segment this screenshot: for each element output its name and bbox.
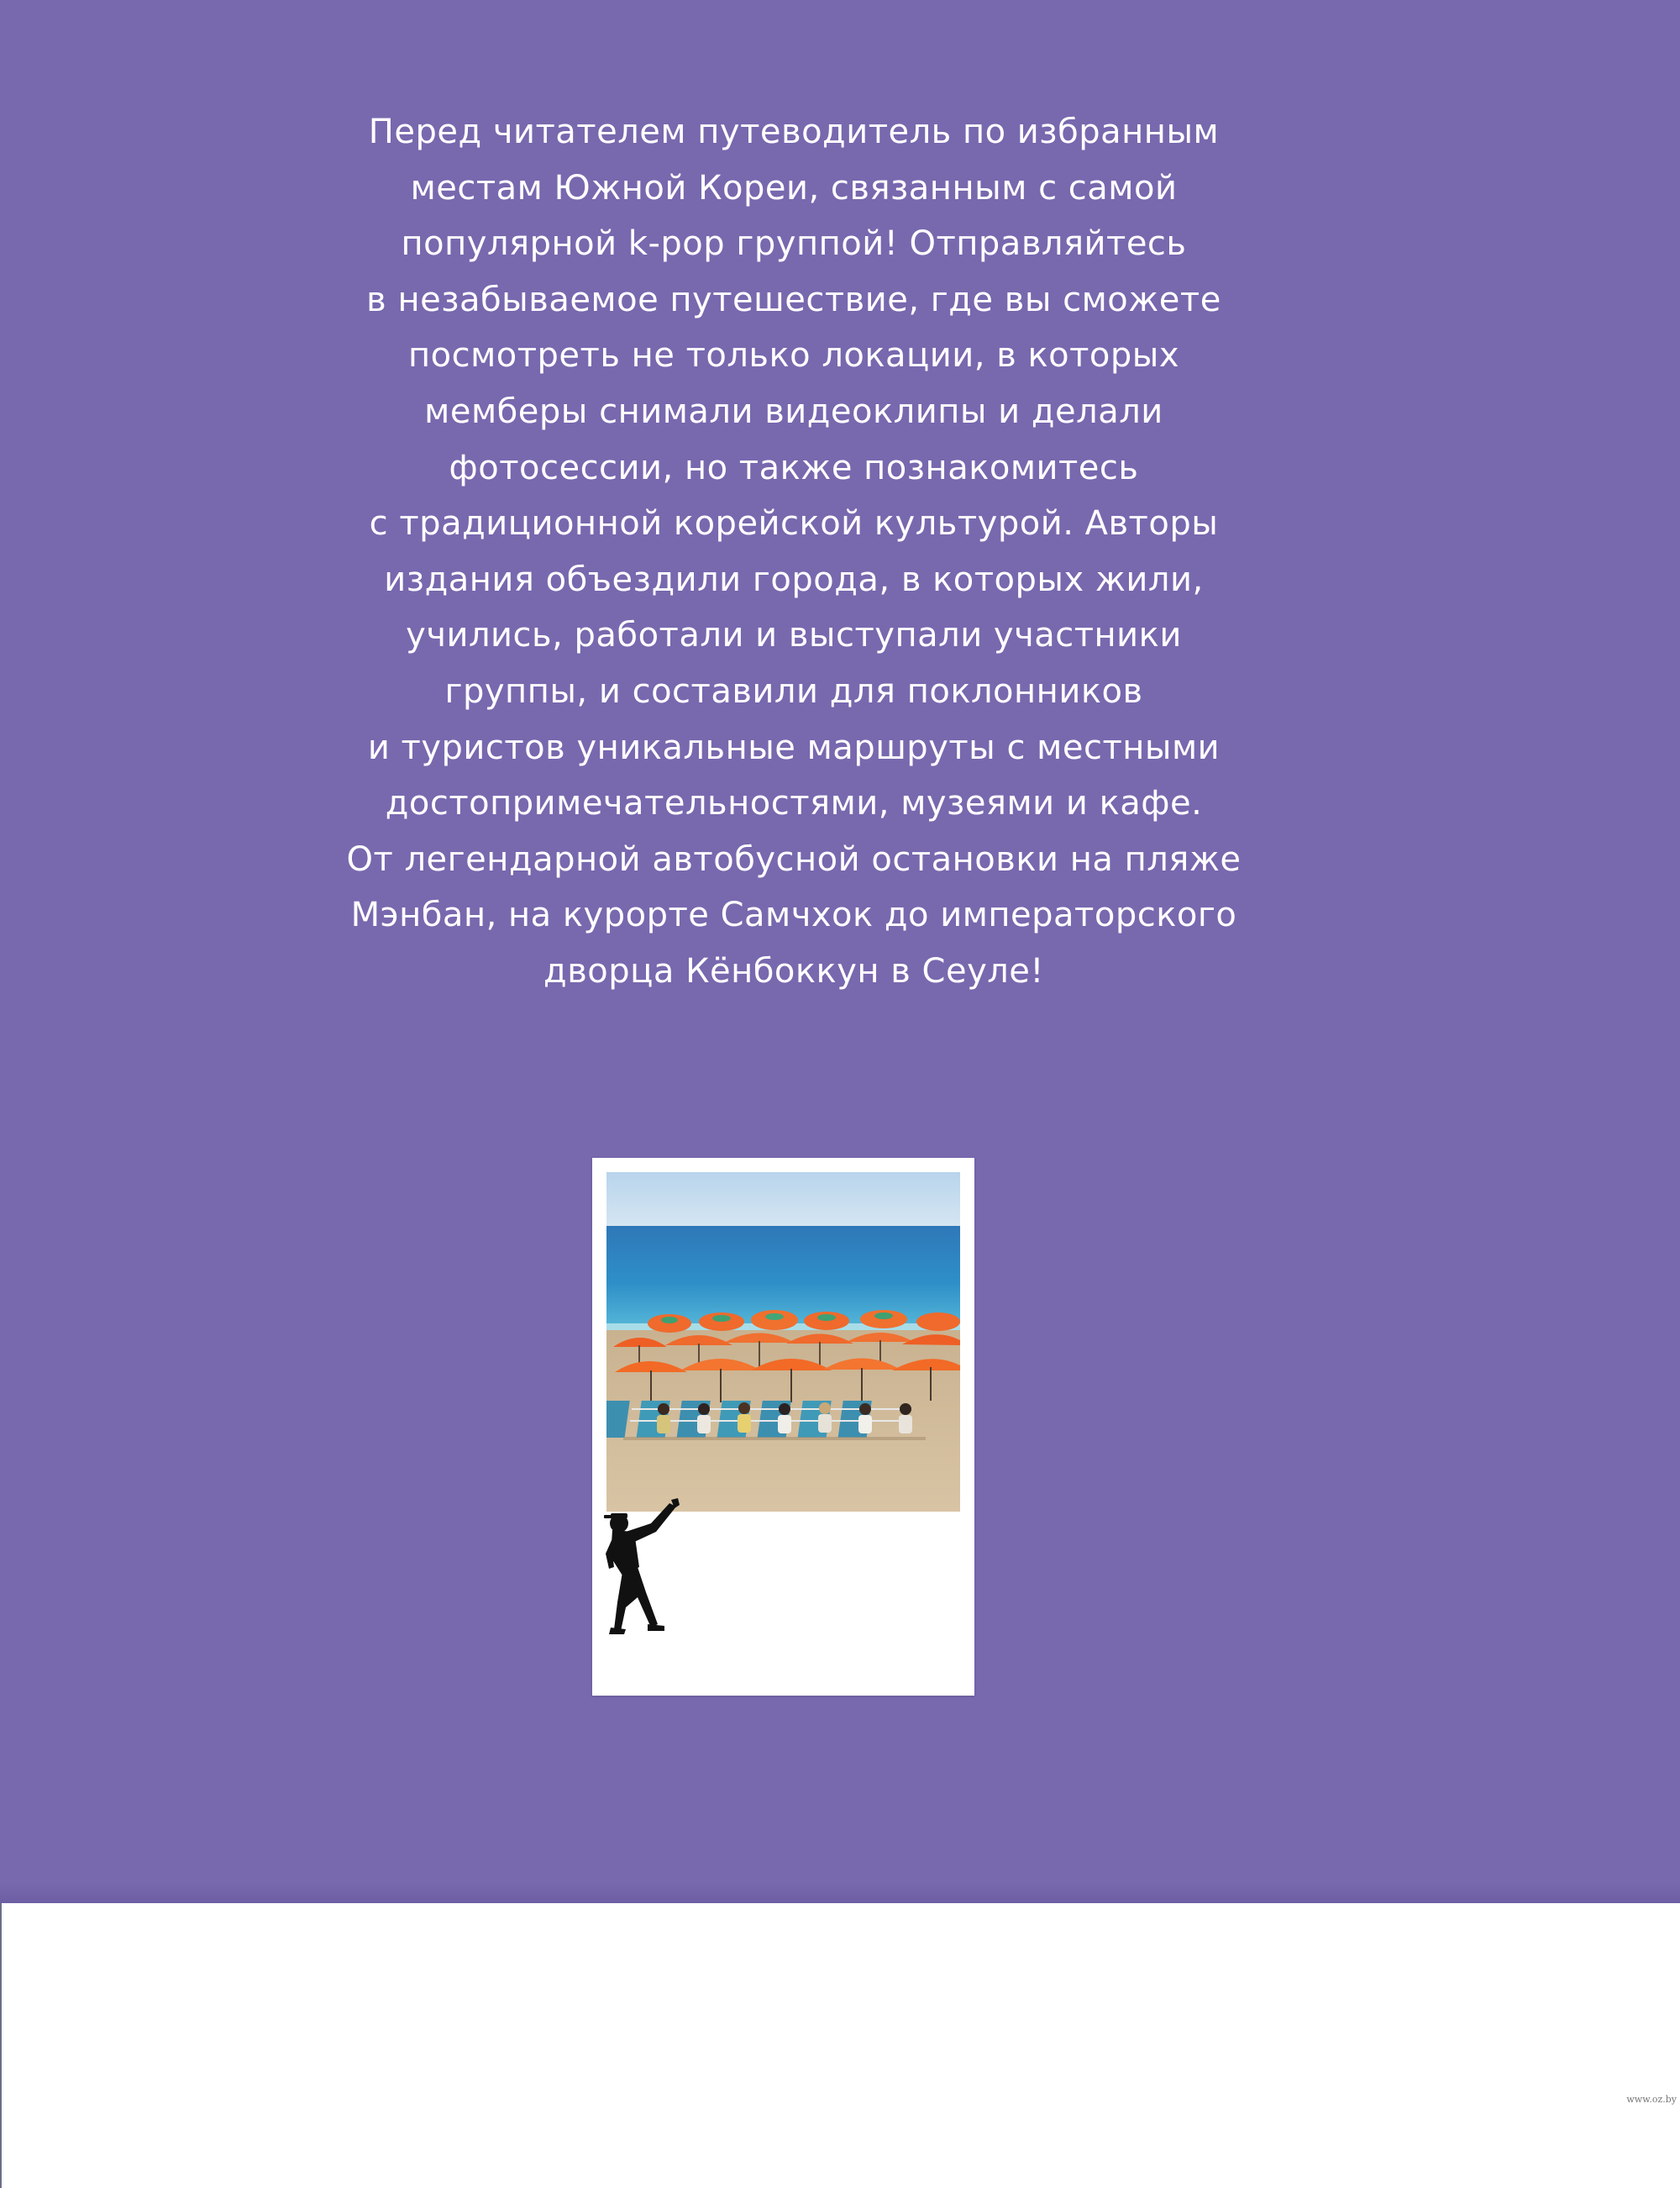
beach-umbrellas-illustration — [606, 1172, 960, 1512]
blurb-line: посмотреть не только локации, в которых — [407, 336, 1180, 376]
blurb-line: Перед читателем путеводитель по избранным — [368, 113, 1220, 151]
blurb-line: учились, работали и выступали участники — [406, 616, 1182, 655]
blurb-line: Мэнбан, на курорте Самчхок до императорского — [350, 896, 1237, 935]
blank-background — [0, 1903, 1680, 2188]
blurb-line: От легендарной автобусной остановки на пляже — [346, 839, 1242, 879]
blurb-line: в незабываемое путешествие, где вы сможете — [366, 280, 1221, 319]
dancer-silhouette-icon — [601, 1498, 685, 1649]
blurb-line: с традиционной корейской культурой. Авторы — [369, 504, 1219, 544]
blurb-line: издания объездили города, в которых жили, — [384, 560, 1204, 599]
blurb-line: дворца Кёнбоккун в Сеуле! — [543, 951, 1044, 991]
blurb-line: фотосессии, но также познакомитесь — [449, 448, 1139, 487]
blurb-line: группы, и составили для поклонников — [444, 671, 1143, 711]
blurb-line: местам Южной Кореи, связанным с самой — [410, 168, 1178, 208]
blurb-line: достопримечательностями, музеями и кафе. — [385, 784, 1203, 823]
watermark: www.oz.by — [1626, 2094, 1677, 2105]
blurb-line: мемберы снимали видеоклипы и делали — [424, 392, 1163, 431]
blurb-line: популярной k-pop группой! Отправляйтесь — [401, 224, 1187, 264]
blurb-line: и туристов уникальные маршруты с местными — [367, 728, 1221, 767]
beach-photo — [606, 1172, 960, 1512]
cover-blurb — [252, 104, 1336, 1000]
polaroid-photo-card — [592, 1158, 974, 1696]
cover-edge-shadow — [0, 1882, 1680, 1904]
